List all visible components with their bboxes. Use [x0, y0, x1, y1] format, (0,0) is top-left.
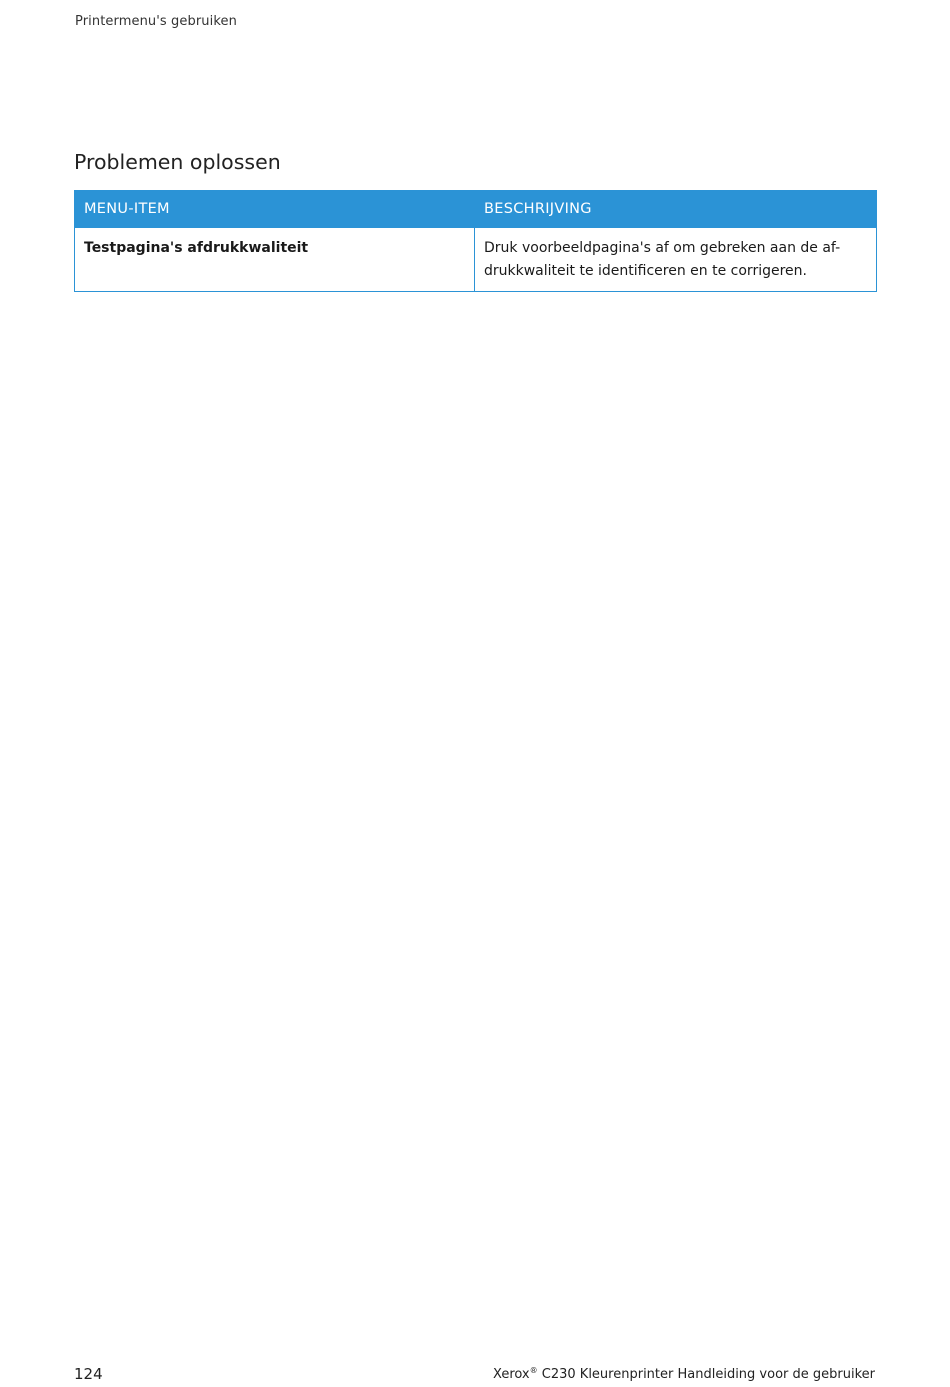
footer-product-title: C230 Kleurenprinter Handleiding voor de gebruiker [537, 1367, 875, 1382]
section-title: Problemen oplossen [74, 150, 281, 174]
running-header: Printermenu's gebruiken [75, 14, 237, 29]
description-cell [475, 228, 877, 292]
table-header-row [75, 191, 877, 228]
page-number: 124 [74, 1365, 103, 1383]
menu-table [74, 190, 877, 292]
footer-brand: Xerox [493, 1367, 530, 1382]
running-footer [493, 1367, 875, 1382]
description-line: Druk voorbeeldpagina's af om gebreken aan de af- [484, 240, 841, 256]
column-header-description: BESCHRIJVING [475, 191, 877, 228]
menu-item-cell: Testpagina's afdrukkwaliteit [75, 228, 475, 292]
table-row [75, 228, 877, 292]
column-header-menu-item: MENU-ITEM [75, 191, 475, 228]
registered-mark: ® [529, 1366, 538, 1375]
description-line: drukkwaliteit te identificeren en te corrigeren. [484, 263, 807, 279]
